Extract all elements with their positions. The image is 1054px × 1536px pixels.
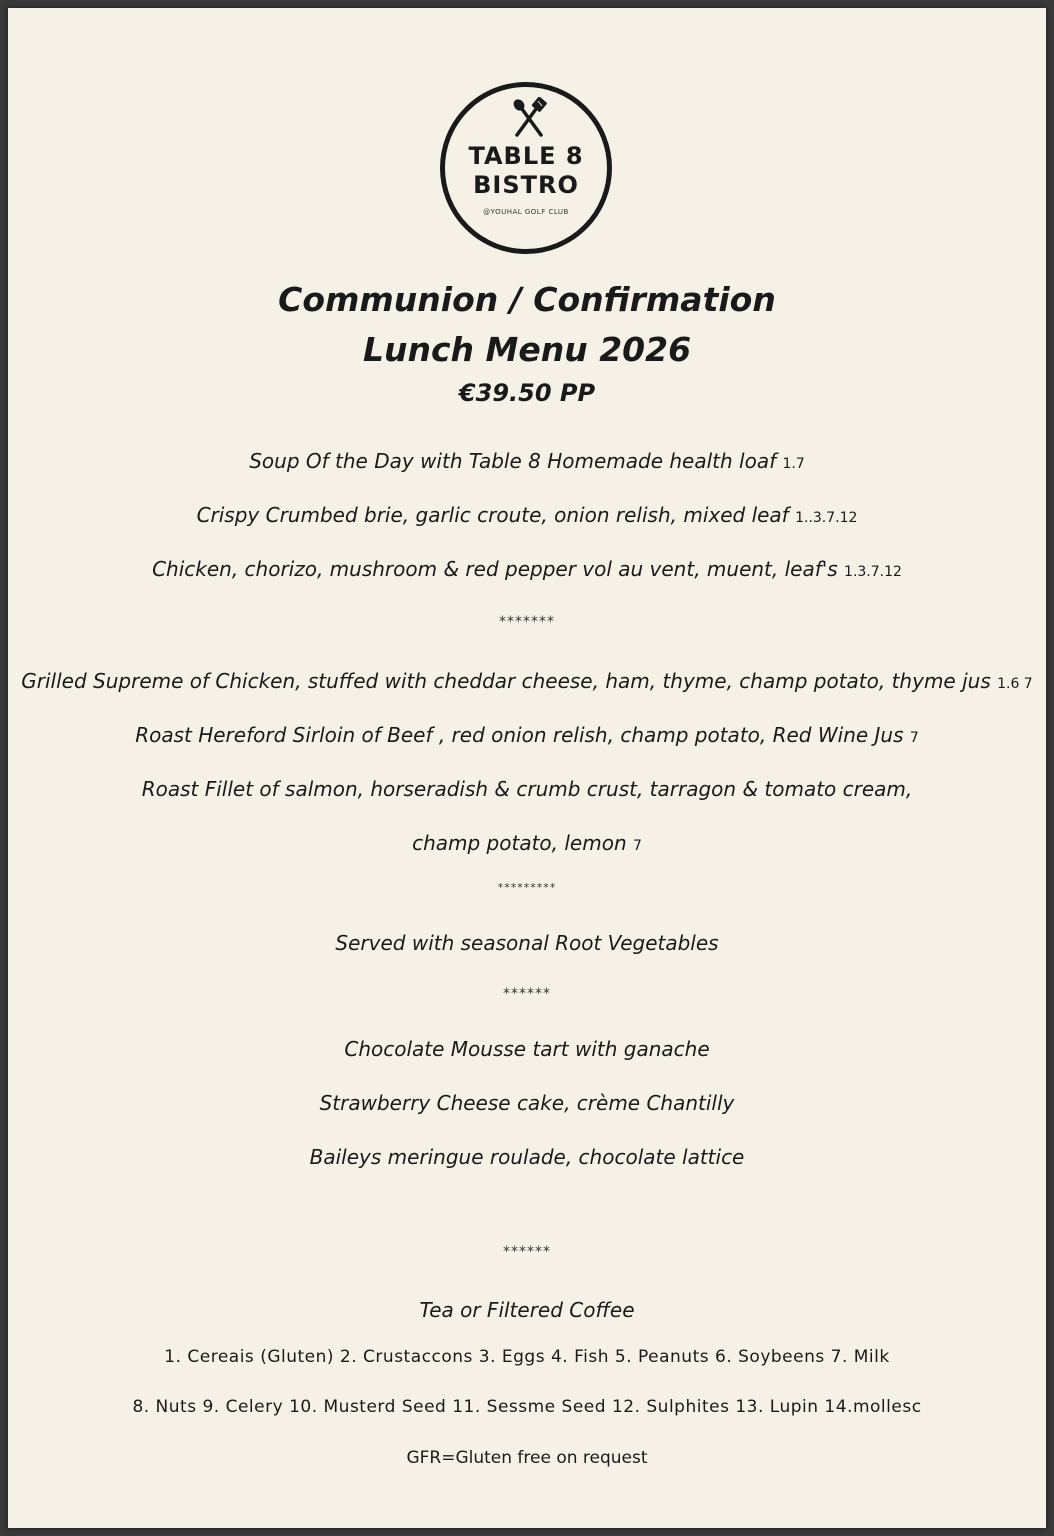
starter-item [8,556,1046,585]
main-item [8,722,1046,751]
bistro-logo [440,82,612,254]
beverage-text: Tea or Filtered Coffee [419,1298,635,1322]
menu-page [8,8,1046,1528]
main-text: champ potato, lemon [412,831,627,855]
gluten-free-note: GFR=Gluten free on request [406,1448,648,1468]
allergen-codes: 1.6 7 [997,676,1033,692]
allergen-codes: 7 [632,838,642,854]
section-separator: ******* [499,614,555,630]
menu-title-line2: Lunch Menu 2026 [362,330,692,369]
dessert-item: Chocolate Mousse tart with ganache [344,1037,710,1061]
allergen-codes: 1.7 [782,456,805,472]
logo-name-line1: TABLE 8 [468,142,584,170]
allergen-codes: 1.3.7.12 [844,564,902,580]
section-separator: ********* [497,881,557,894]
allergen-legend-line1: 1. Cereais (Gluten) 2. Crustaccons 3. Eggs 4. Fish 5. Peanuts 6. Soybeens 7. Milk [164,1347,890,1367]
dessert-item: Strawberry Cheese cake, crème Chantilly [319,1091,735,1115]
allergen-codes: 7 [909,730,919,746]
allergen-legend-line2: 8. Nuts 9. Celery 10. Musterd Seed 11. Sessme Seed 12. Sulphites 13. Lupin 14.mollesc [132,1397,922,1417]
section-separator: ****** [503,986,551,1002]
main-item [8,776,1046,805]
starter-item [8,448,1046,477]
starter-text: Chicken, chorizo, mushroom & red pepper vol au vent, muent, leaf's [152,557,838,581]
menu-price: €39.50 PP [458,379,596,407]
main-item [8,830,1046,859]
menu-title-line1: Communion / Confirmation [278,280,776,319]
dessert-item: Baileys meringue roulade, chocolate lattice [309,1145,745,1169]
section-separator: ****** [503,1244,551,1260]
main-text: Grilled Supreme of Chicken, stuffed with cheddar cheese, ham, thyme, champ potato, thyme jus [21,669,991,693]
main-text: Roast Hereford Sirloin of Beef , red onion relish, champ potato, Red Wine Jus [135,723,904,747]
logo-tagline: @YOUHAL GOLF CLUB [483,208,569,216]
spoon-and-spatula-icon [509,97,549,139]
sides-text: Served with seasonal Root Vegetables [335,931,719,955]
starter-item [8,502,1046,531]
main-item [8,668,1046,697]
starter-text: Crispy Crumbed brie, garlic croute, onion relish, mixed leaf [196,503,789,527]
starter-text: Soup Of the Day with Table 8 Homemade health loaf [249,449,777,473]
allergen-codes: 1..3.7.12 [795,510,858,526]
main-text: Roast Fillet of salmon, horseradish & crumb crust, tarragon & tomato cream, [141,777,913,801]
logo-name-line2: BISTRO [473,171,579,199]
